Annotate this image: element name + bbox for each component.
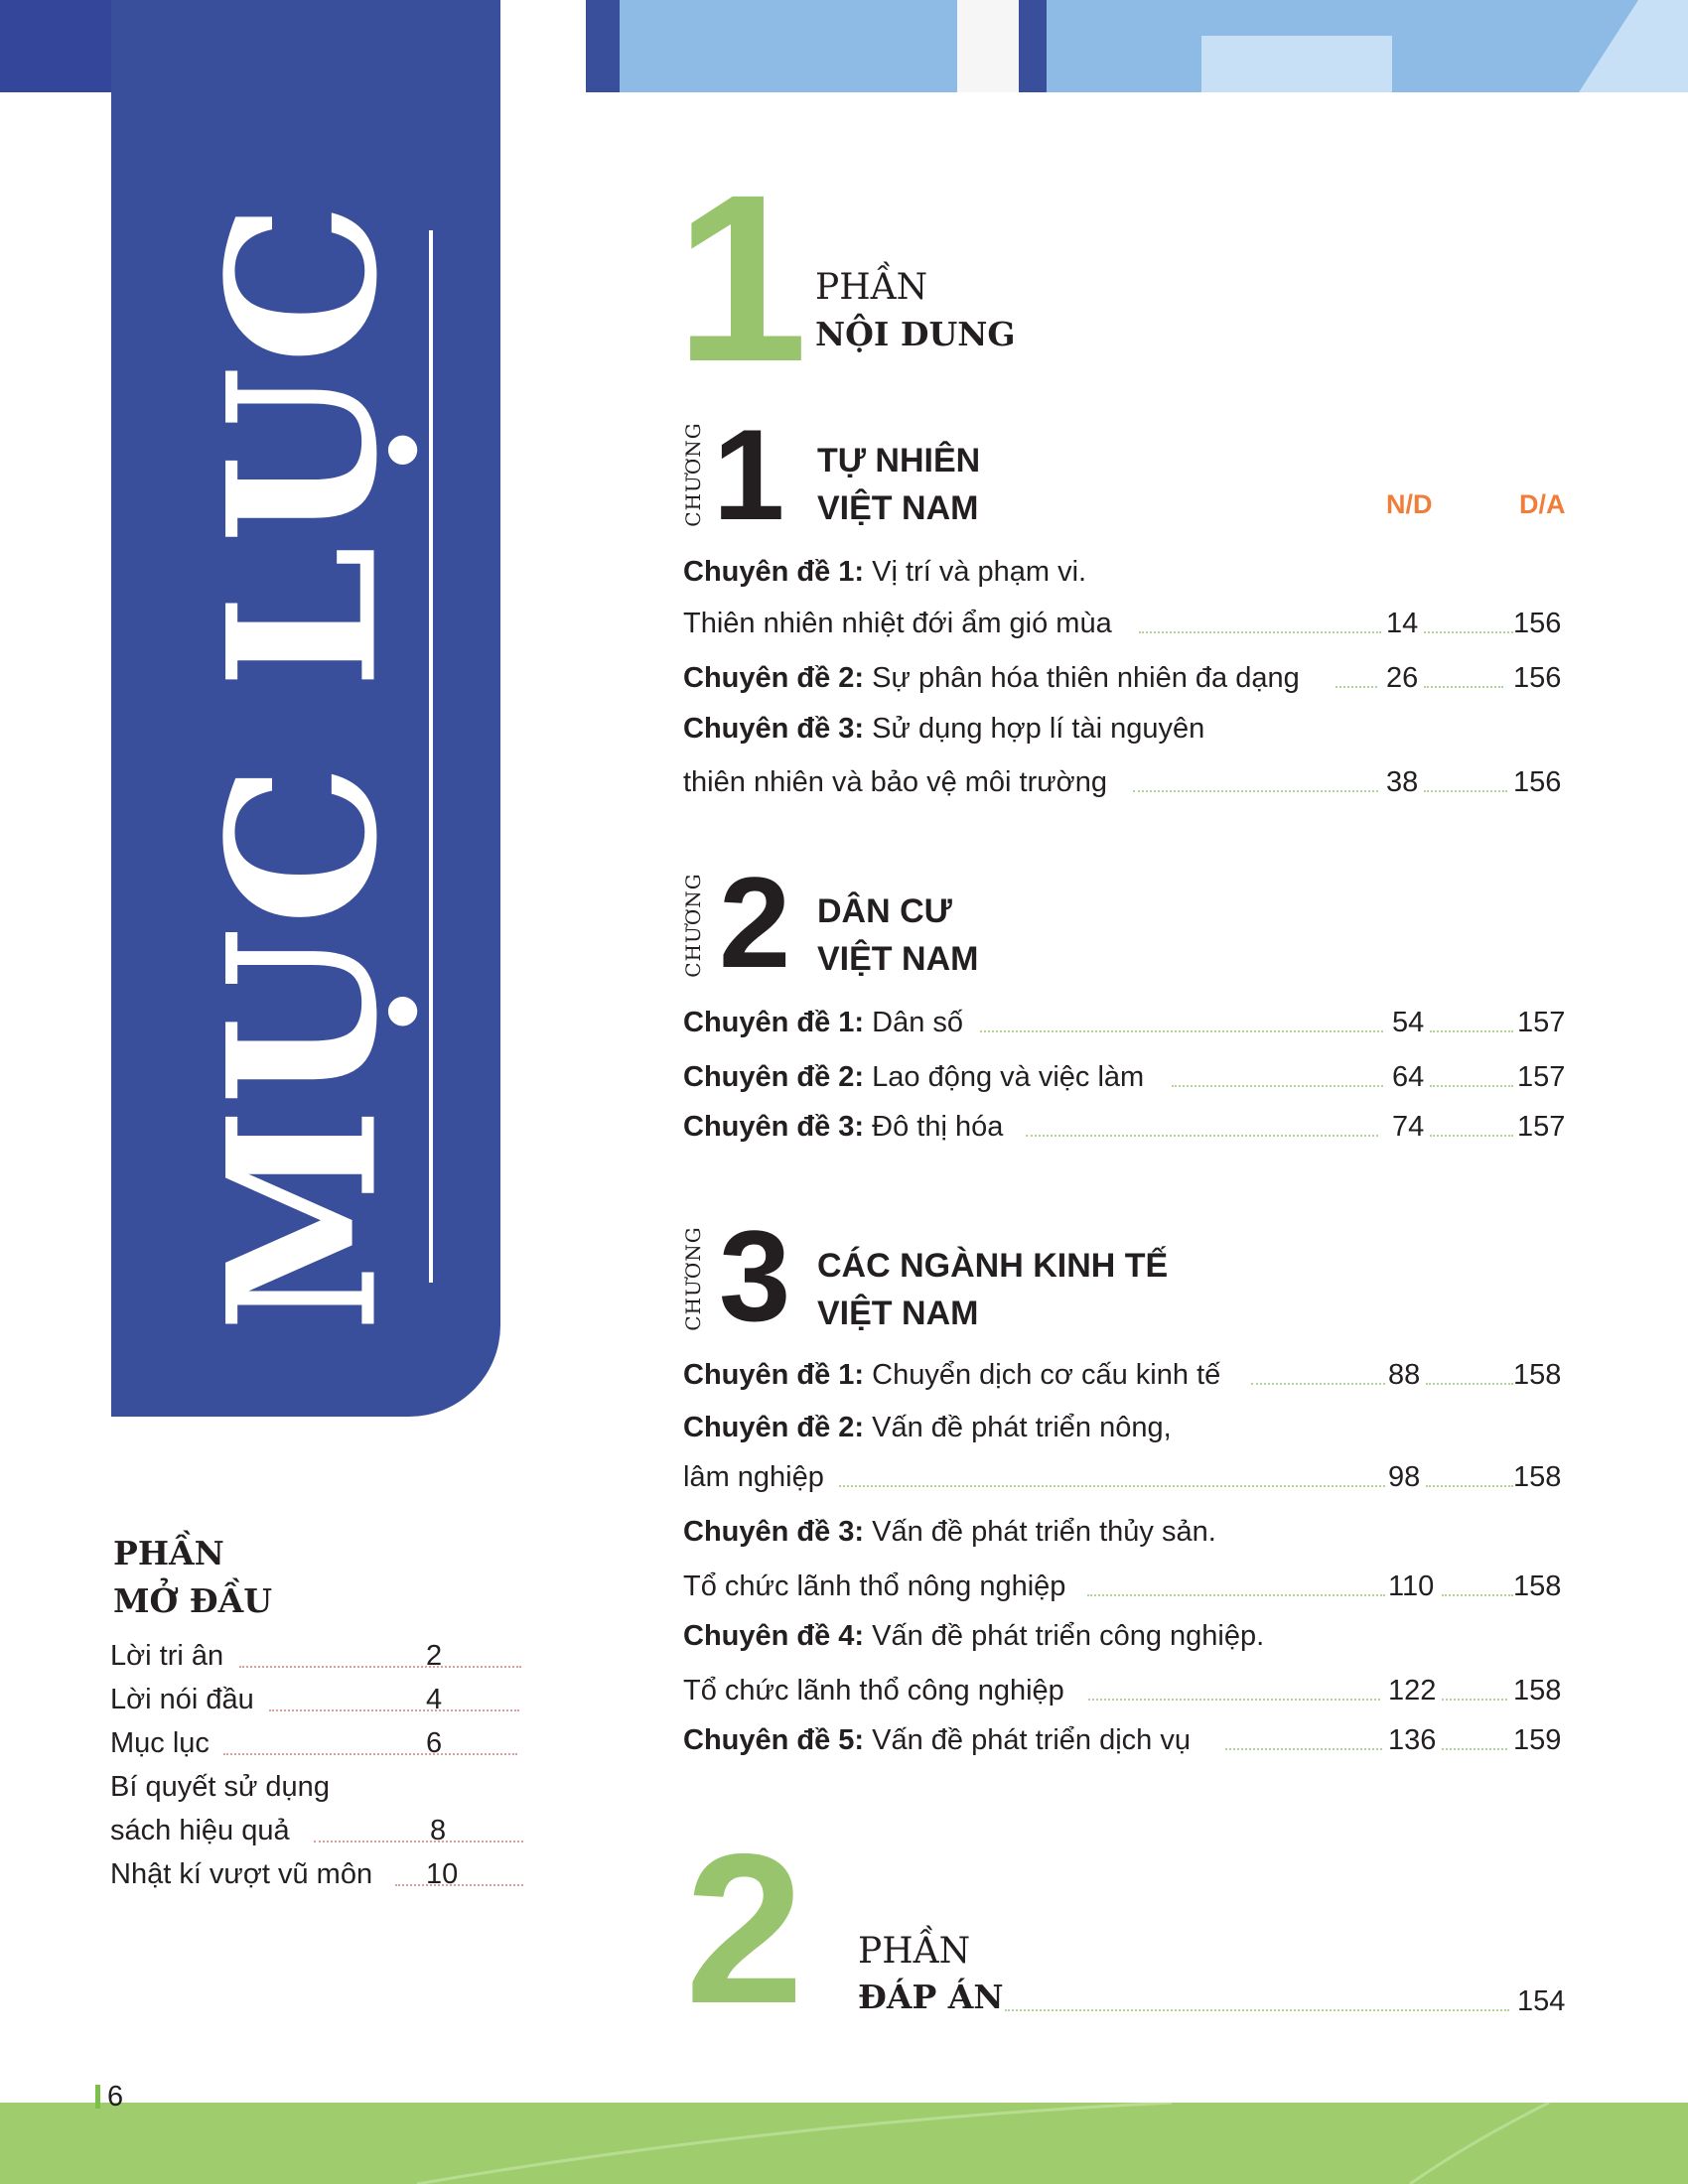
intro-item-label: Nhật kí vượt vũ môn xyxy=(110,1858,373,1890)
chapter-title-line: VIỆT NAM xyxy=(817,940,979,978)
page-da: 159 xyxy=(1513,1724,1562,1756)
intro-heading-name: MỞ ĐẦU xyxy=(113,1581,272,1620)
toc-entry[interactable] xyxy=(683,711,1204,747)
part2-number: 2 xyxy=(685,1809,804,2048)
footer-band xyxy=(0,2103,1688,2184)
part1-kicker: PHẦN xyxy=(815,267,928,308)
leader-dots xyxy=(1172,1085,1383,1087)
toc-entry[interactable] xyxy=(683,1357,1220,1393)
toc-entry[interactable] xyxy=(683,1569,1065,1604)
leader-dots xyxy=(269,1709,519,1711)
page-da: 158 xyxy=(1513,1570,1562,1602)
topic-label: Chuyên đề 1: xyxy=(683,1007,865,1038)
topic-title: Vấn đề phát triển dịch vụ xyxy=(864,1724,1191,1756)
part1-name: NỘI DUNG xyxy=(815,315,1016,353)
topic-title: Sử dụng hợp lí tài nguyên xyxy=(864,713,1205,745)
topic-label: Chuyên đề 1: xyxy=(683,556,865,588)
intro-item[interactable] xyxy=(110,1765,468,1809)
leader-dots xyxy=(1442,1699,1507,1701)
chapter-title xyxy=(817,887,978,983)
topic-label: Chuyên đề 2: xyxy=(683,662,865,694)
page-nd: 54 xyxy=(1392,1007,1425,1038)
column-header-da: D/A xyxy=(1519,489,1566,519)
topic-label: Chuyên đề 2: xyxy=(683,1061,865,1093)
intro-item-page: 4 xyxy=(426,1684,443,1715)
intro-item-page: 2 xyxy=(426,1640,443,1672)
leader-dots xyxy=(980,1030,1383,1032)
page-nd: 26 xyxy=(1386,662,1419,694)
title-rule xyxy=(429,230,433,1283)
leader-dots xyxy=(223,1753,517,1755)
leader-dots xyxy=(1430,1085,1513,1087)
intro-list xyxy=(110,1634,468,1896)
page-da: 157 xyxy=(1517,1061,1566,1093)
leader-dots xyxy=(1336,686,1377,688)
toc-entry[interactable] xyxy=(683,1410,1172,1445)
part2-name[interactable]: ĐÁP ÁN xyxy=(858,1978,1004,2016)
leader-dots xyxy=(1026,1135,1378,1137)
part2-kicker: PHẦN xyxy=(858,1931,971,1972)
page-number-marker xyxy=(95,2085,100,2109)
leader-dots xyxy=(1430,1135,1513,1137)
leader-dots xyxy=(314,1841,523,1843)
leader-dots xyxy=(1426,1485,1513,1487)
topic-label: Chuyên đề 3: xyxy=(683,1111,865,1143)
intro-item[interactable] xyxy=(110,1678,468,1721)
chapter-number: 3 xyxy=(719,1203,791,1348)
intro-item-label: Mục lục xyxy=(110,1727,210,1759)
toc-entry[interactable] xyxy=(683,1005,963,1040)
leader-dots xyxy=(1442,1594,1513,1596)
topic-title: Lao động và việc làm xyxy=(864,1061,1145,1093)
intro-item-label: Lời tri ân xyxy=(110,1640,224,1672)
leader-dots xyxy=(1005,2009,1509,2011)
chapter-title-line: VIỆT NAM xyxy=(817,1295,979,1332)
leader-dots xyxy=(1426,1383,1513,1385)
chapter-label: CHƯƠNG xyxy=(681,873,705,978)
page-nd: 38 xyxy=(1386,766,1419,798)
toc-entry[interactable] xyxy=(683,554,1086,590)
chapter-number: 1 xyxy=(713,402,785,547)
toc-entry[interactable] xyxy=(683,606,1112,641)
topic-label: Chuyên đề 2: xyxy=(683,1412,865,1443)
leader-dots xyxy=(1087,1594,1385,1596)
chapter-title-line: CÁC NGÀNH KINH TẾ xyxy=(817,1247,1169,1285)
leader-dots xyxy=(1133,790,1378,792)
leader-dots xyxy=(839,1485,1385,1487)
page-nd: 122 xyxy=(1388,1675,1437,1706)
page-da: 157 xyxy=(1517,1111,1566,1143)
leader-dots xyxy=(1424,790,1507,792)
leader-dots xyxy=(395,1884,523,1886)
page-da: 158 xyxy=(1513,1359,1562,1391)
topic-title: Thiên nhiên nhiệt đới ẩm gió mùa xyxy=(683,608,1112,639)
intro-item-label: sách hiệu quả xyxy=(110,1815,290,1846)
topic-title: lâm nghiệp xyxy=(683,1461,824,1493)
page-da: 158 xyxy=(1513,1461,1562,1493)
page-da: 156 xyxy=(1513,766,1562,798)
chapter-title xyxy=(817,437,980,532)
page-title: MỤC LỤC xyxy=(184,200,423,1333)
chapter-label: CHƯƠNG xyxy=(681,1226,705,1331)
topic-label: Chuyên đề 4: xyxy=(683,1620,865,1652)
intro-heading xyxy=(113,1530,272,1625)
toc-entry[interactable] xyxy=(683,1722,1191,1758)
intro-item[interactable] xyxy=(110,1809,468,1852)
topic-title: Tổ chức lãnh thổ nông nghiệp xyxy=(683,1570,1066,1602)
topic-title: Chuyển dịch cơ cấu kinh tế xyxy=(864,1359,1221,1391)
topic-title: Vấn đề phát triển thủy sản. xyxy=(864,1516,1216,1548)
topic-title: Vị trí và phạm vi. xyxy=(864,556,1087,588)
chapter-title xyxy=(817,1242,1168,1337)
chapter-title-line: TỰ NHIÊN xyxy=(817,442,981,479)
leader-dots xyxy=(1088,1699,1380,1701)
topic-title: Dân số xyxy=(864,1007,964,1038)
leader-dots xyxy=(1430,1030,1513,1032)
topic-title: Sự phân hóa thiên nhiên đa dạng xyxy=(864,662,1300,694)
leader-dots xyxy=(1442,1748,1507,1750)
page-nd: 64 xyxy=(1392,1061,1425,1093)
page-nd: 98 xyxy=(1388,1461,1421,1493)
page-number: 6 xyxy=(107,2081,124,2113)
toc-entry[interactable] xyxy=(683,1059,1144,1095)
leader-dots xyxy=(1424,631,1513,633)
page-da: 156 xyxy=(1513,662,1562,694)
intro-item[interactable] xyxy=(110,1721,468,1765)
toc-entry[interactable] xyxy=(683,660,1300,696)
intro-item-label: Bí quyết sử dụng xyxy=(110,1771,330,1803)
part1-number: 1 xyxy=(675,145,808,411)
toc-entry[interactable] xyxy=(683,1618,1264,1654)
intro-item-label: Lời nói đầu xyxy=(110,1684,254,1715)
topic-title: Vấn đề phát triển nông, xyxy=(864,1412,1172,1443)
part2-page: 154 xyxy=(1517,1985,1566,2017)
topic-label: Chuyên đề 3: xyxy=(683,1516,865,1548)
intro-heading-kicker: PHẦN xyxy=(113,1534,224,1572)
toc-entry[interactable] xyxy=(683,1514,1216,1550)
page-da: 157 xyxy=(1517,1007,1566,1038)
page-da: 156 xyxy=(1513,608,1562,639)
topic-label: Chuyên đề 5: xyxy=(683,1724,865,1756)
intro-item-page: 6 xyxy=(426,1727,443,1759)
page-nd: 88 xyxy=(1388,1359,1421,1391)
toc-entry[interactable] xyxy=(683,1109,1003,1145)
page-nd: 74 xyxy=(1392,1111,1425,1143)
topic-title: Vấn đề phát triển công nghiệp. xyxy=(864,1620,1265,1652)
leader-dots xyxy=(1139,631,1381,633)
toc-entry[interactable] xyxy=(683,764,1107,800)
chapter-label: CHƯƠNG xyxy=(681,422,705,527)
page-da: 158 xyxy=(1513,1675,1562,1706)
leader-dots xyxy=(1225,1748,1382,1750)
chapter-title-line: DÂN CƯ xyxy=(817,892,952,930)
intro-item[interactable] xyxy=(110,1852,468,1896)
topic-title: Tổ chức lãnh thổ công nghiệp xyxy=(683,1675,1064,1706)
toc-entry[interactable] xyxy=(683,1673,1064,1708)
page-nd: 14 xyxy=(1386,608,1419,639)
page-nd: 136 xyxy=(1388,1724,1437,1756)
leader-dots xyxy=(239,1666,521,1668)
leader-dots xyxy=(1424,686,1503,688)
chapter-number: 2 xyxy=(719,850,791,995)
topic-label: Chuyên đề 3: xyxy=(683,713,865,745)
topic-label: Chuyên đề 1: xyxy=(683,1359,865,1391)
toc-entry[interactable] xyxy=(683,1459,824,1495)
chapter-title-line: VIỆT NAM xyxy=(817,489,979,527)
intro-item-page: 8 xyxy=(430,1815,447,1846)
topic-title: Đô thị hóa xyxy=(864,1111,1004,1143)
page-nd: 110 xyxy=(1388,1570,1435,1602)
intro-item[interactable] xyxy=(110,1634,468,1678)
leader-dots xyxy=(1251,1383,1385,1385)
column-header-nd: N/D xyxy=(1386,489,1433,519)
topic-title: thiên nhiên và bảo vệ môi trường xyxy=(683,766,1107,798)
intro-item-page: 10 xyxy=(426,1858,459,1890)
